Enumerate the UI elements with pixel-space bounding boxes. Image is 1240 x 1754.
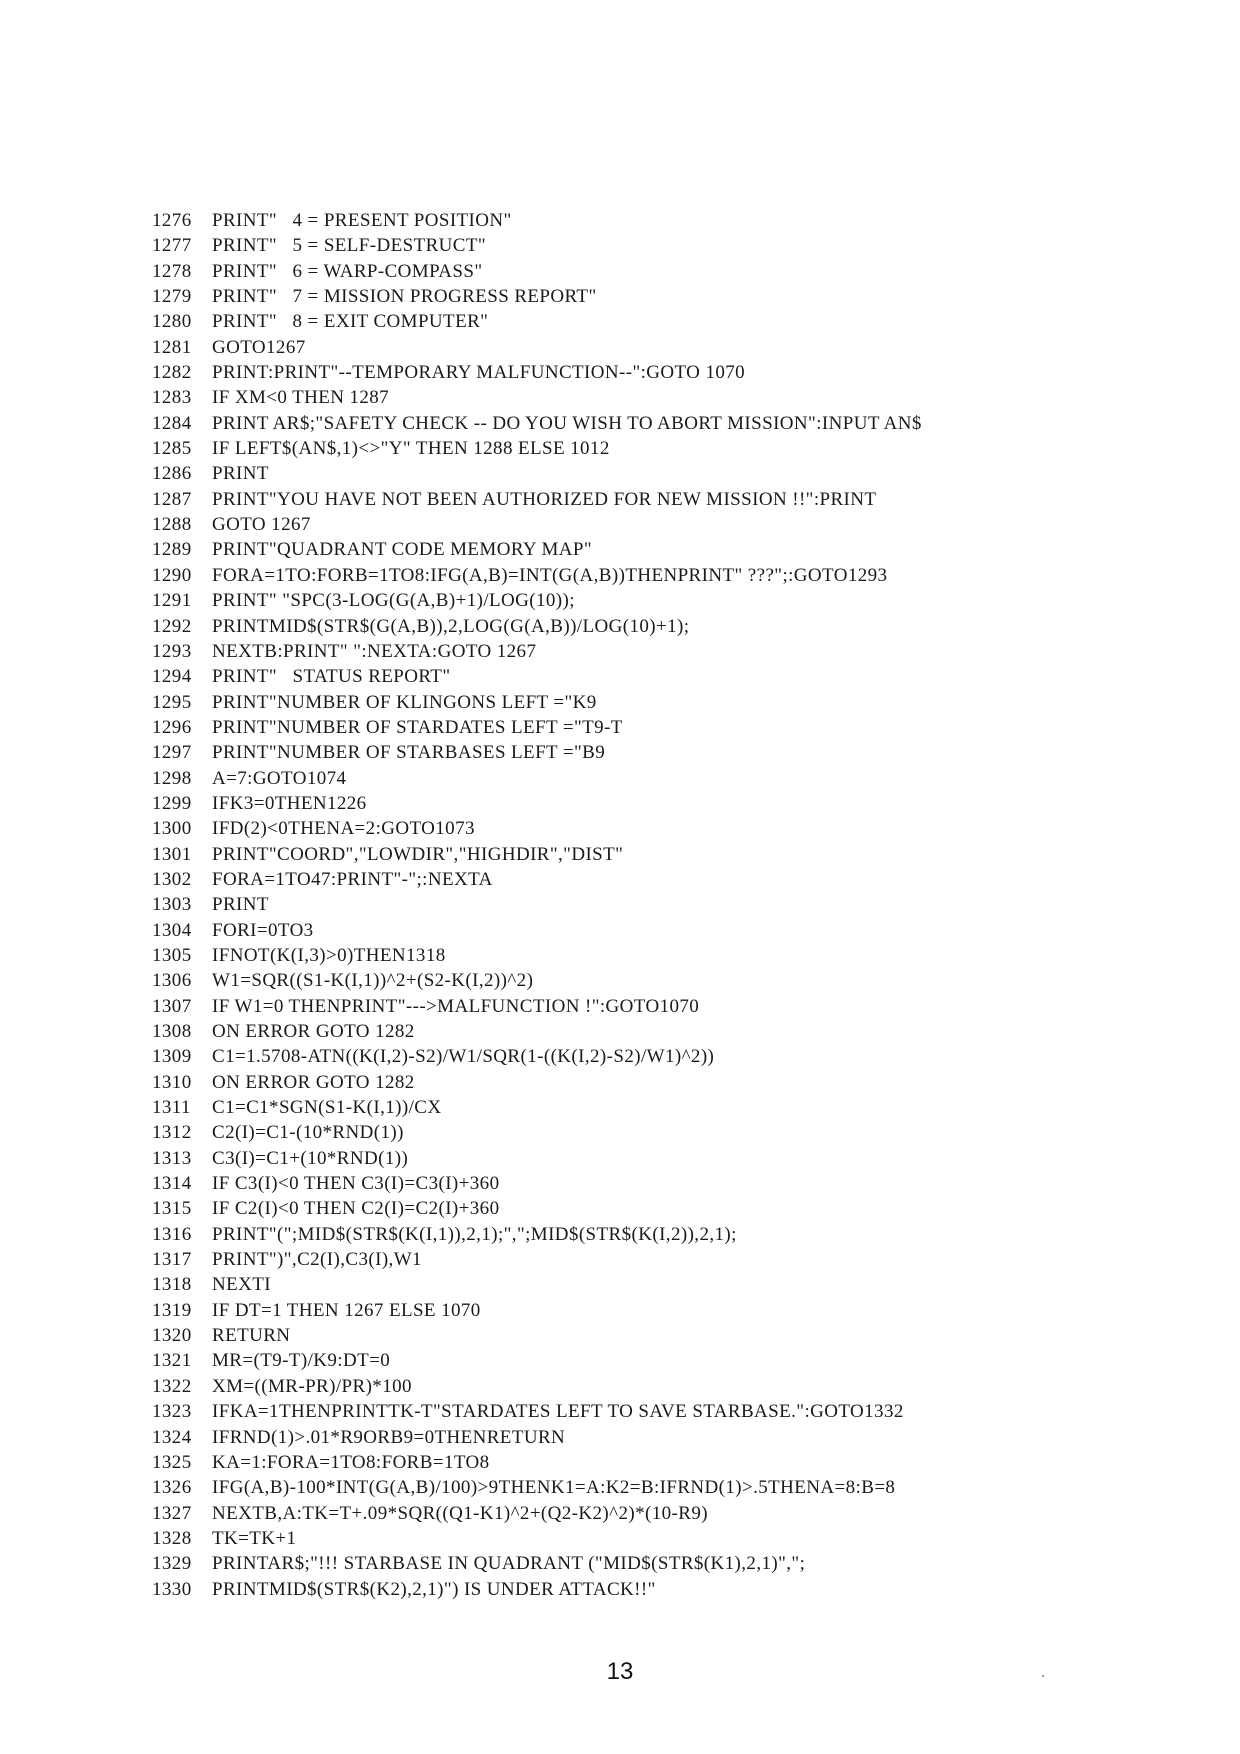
line-code: TK=TK+1: [212, 1527, 297, 1549]
code-line: [152, 1171, 1212, 1196]
code-line: [152, 943, 1212, 968]
line-number: 1311: [152, 1097, 191, 1119]
line-number: 1308: [152, 1021, 192, 1042]
line-number: 1280: [152, 311, 192, 333]
code-line: [152, 1577, 1212, 1602]
line-number: 1307: [152, 995, 192, 1017]
code-line: [152, 487, 1212, 512]
line-number: 1303: [152, 894, 192, 916]
code-line: [152, 639, 1212, 664]
code-line: [152, 1551, 1212, 1576]
line-code: NEXTB,A:TK=T+.09*SQR((Q1-K1)^2+(Q2-K2)^2)*(10-R9): [212, 1502, 708, 1524]
line-code: IFG(A,B)-100*INT(G(A,B)/100)>9THENK1=A:K2=B:IFRND(1)>.5THENA=8:B=8: [212, 1477, 896, 1499]
code-line: [152, 1501, 1212, 1526]
line-code: ON ERROR GOTO 1282: [212, 1071, 415, 1093]
line-code: FORI=0TO3: [212, 919, 314, 941]
line-number: 1285: [152, 438, 192, 460]
code-line: [152, 1146, 1212, 1171]
line-code: PRINT"(";MID$(STR$(K(I,1)),2,1);",";MID$(STR$(K(I,2)),2,1);: [212, 1223, 737, 1245]
line-number: 1277: [152, 235, 192, 257]
line-number: 1325: [152, 1451, 192, 1473]
code-line: [152, 1475, 1212, 1500]
line-number: 1328: [152, 1527, 192, 1549]
code-line: [152, 968, 1212, 993]
scan-speck: [1042, 1675, 1044, 1677]
line-number: 1298: [152, 767, 192, 789]
line-code: IF DT=1 THEN 1267 ELSE 1070: [212, 1299, 481, 1321]
line-number: 1314: [152, 1173, 192, 1195]
line-number: 1316: [152, 1223, 192, 1245]
line-code: GOTO 1267: [212, 514, 311, 536]
code-line: [152, 766, 1212, 791]
code-line: [152, 309, 1212, 334]
line-number: 1287: [152, 488, 192, 510]
code-line: [152, 335, 1212, 360]
line-number: 1329: [152, 1553, 192, 1575]
line-number: 1310: [152, 1071, 192, 1093]
line-number: 1312: [152, 1122, 192, 1144]
line-number: 1294: [152, 666, 192, 688]
line-code: ON ERROR GOTO 1282: [212, 1021, 415, 1042]
line-code: IFKA=1THENPRINTTK-T"STARDATES LEFT TO SAVE STARBASE.":GOTO1332: [212, 1401, 904, 1423]
line-code: PRINT"QUADRANT CODE MEMORY MAP": [212, 539, 592, 561]
line-number: 1295: [152, 691, 192, 713]
code-line: [152, 1120, 1212, 1145]
line-code: PRINT" STATUS REPORT": [212, 666, 451, 688]
line-number: 1300: [152, 818, 192, 840]
code-line: [152, 791, 1212, 816]
line-number: 1290: [152, 564, 192, 586]
line-number: 1320: [152, 1325, 192, 1347]
line-code: PRINT")",C2(I),C3(I),W1: [212, 1249, 422, 1271]
code-line: [152, 1323, 1212, 1348]
line-code: IF C3(I)<0 THEN C3(I)=C3(I)+360: [212, 1173, 500, 1195]
line-number: 1321: [152, 1350, 192, 1372]
line-number: 1326: [152, 1477, 192, 1499]
line-code: PRINT"NUMBER OF STARBASES LEFT ="B9: [212, 742, 606, 764]
line-code: KA=1:FORA=1TO8:FORB=1TO8: [212, 1451, 490, 1473]
line-code: XM=((MR-PR)/PR)*100: [212, 1375, 412, 1397]
code-line: [152, 614, 1212, 639]
line-number: 1306: [152, 970, 192, 992]
code-line: [152, 892, 1212, 917]
line-number: 1286: [152, 463, 192, 485]
code-line: [152, 411, 1212, 436]
line-code: C1=1.5708-ATN((K(I,2)-S2)/W1/SQR(1-((K(I,2)-S2)/W1)^2)): [212, 1046, 715, 1068]
line-number: 1297: [152, 742, 192, 764]
code-line: [152, 664, 1212, 689]
line-number: 1322: [152, 1375, 192, 1397]
code-line: [152, 1196, 1212, 1221]
line-code: PRINT"NUMBER OF STARDATES LEFT ="T9-T: [212, 716, 623, 738]
line-number: 1301: [152, 843, 192, 865]
line-code: MR=(T9-T)/K9:DT=0: [212, 1350, 391, 1372]
line-code: PRINT" 8 = EXIT COMPUTER": [212, 311, 489, 333]
code-line: [152, 461, 1212, 486]
line-number: 1299: [152, 792, 192, 814]
code-line: [152, 1222, 1212, 1247]
code-line: [152, 233, 1212, 258]
line-code: PRINT"COORD","LOWDIR","HIGHDIR","DIST": [212, 843, 624, 865]
page-number: 13: [606, 1658, 634, 1685]
line-code: PRINT"NUMBER OF KLINGONS LEFT ="K9: [212, 691, 597, 713]
code-line: [152, 259, 1212, 284]
code-line: [152, 512, 1212, 537]
line-code: IF W1=0 THENPRINT"--->MALFUNCTION !":GOTO1070: [212, 995, 700, 1017]
line-number: 1293: [152, 640, 192, 662]
code-line: [152, 360, 1212, 385]
line-code: PRINT: [212, 463, 269, 485]
line-code: PRINT"YOU HAVE NOT BEEN AUTHORIZED FOR NEW MISSION !!":PRINT: [212, 488, 877, 510]
line-code: IF LEFT$(AN$,1)<>"Y" THEN 1288 ELSE 1012: [212, 438, 610, 460]
code-line: [152, 1348, 1212, 1373]
code-line: [152, 715, 1212, 740]
line-number: 1324: [152, 1426, 192, 1448]
code-line: [152, 1044, 1212, 1069]
line-code: NEXTB:PRINT" ":NEXTA:GOTO 1267: [212, 640, 537, 662]
line-code: PRINT AR$;"SAFETY CHECK -- DO YOU WISH TO ABORT MISSION":INPUT AN$: [212, 412, 922, 434]
line-code: PRINT" 7 = MISSION PROGRESS REPORT": [212, 286, 597, 308]
line-number: 1279: [152, 286, 192, 308]
line-code: FORA=1TO:FORB=1TO8:IFG(A,B)=INT(G(A,B))THENPRINT" ???";:GOTO1293: [212, 564, 888, 586]
code-line: [152, 740, 1212, 765]
line-number: 1304: [152, 919, 192, 941]
line-number: 1283: [152, 387, 192, 409]
line-code: C2(I)=C1-(10*RND(1)): [212, 1122, 404, 1144]
line-number: 1309: [152, 1046, 192, 1068]
line-code: C1=C1*SGN(S1-K(I,1))/CX: [212, 1097, 442, 1119]
line-code: NEXTI: [212, 1274, 271, 1296]
line-number: 1327: [152, 1502, 192, 1524]
code-line: [152, 1298, 1212, 1323]
line-number: 1313: [152, 1147, 192, 1169]
line-code: IFNOT(K(I,3)>0)THEN1318: [212, 944, 446, 966]
line-code: PRINT:PRINT"--TEMPORARY MALFUNCTION--":GOTO 1070: [212, 362, 746, 384]
code-line: [152, 1526, 1212, 1551]
line-number: 1276: [152, 210, 192, 231]
line-code: W1=SQR((S1-K(I,1))^2+(S2-K(I,2))^2): [212, 970, 534, 992]
line-code: IF XM<0 THEN 1287: [212, 387, 390, 409]
code-line: [152, 1272, 1212, 1297]
code-line: [152, 1450, 1212, 1475]
line-number: 1317: [152, 1249, 192, 1271]
code-line: [152, 436, 1212, 461]
line-number: 1318: [152, 1274, 192, 1296]
code-line: [152, 1019, 1212, 1044]
line-number: 1302: [152, 868, 192, 890]
line-number: 1281: [152, 336, 192, 358]
code-line: [152, 1425, 1212, 1450]
line-code: RETURN: [212, 1325, 291, 1347]
line-number: 1291: [152, 590, 192, 612]
line-code: PRINTMID$(STR$(K2),2,1)") IS UNDER ATTACK!!": [212, 1578, 656, 1600]
code-line: [152, 1070, 1212, 1095]
code-line: [152, 537, 1212, 562]
code-line: [152, 1374, 1212, 1399]
basic-code-listing: [152, 208, 1212, 1602]
line-code: FORA=1TO47:PRINT"-";:NEXTA: [212, 868, 493, 890]
line-code: IFRND(1)>.01*R9ORB9=0THENRETURN: [212, 1426, 566, 1448]
line-number: 1305: [152, 944, 192, 966]
line-code: PRINTAR$;"!!! STARBASE IN QUADRANT ("MID$(STR$(K1),2,1)",";: [212, 1553, 806, 1575]
line-number: 1315: [152, 1198, 192, 1220]
code-line: [152, 588, 1212, 613]
line-number: 1296: [152, 716, 192, 738]
code-line: [152, 1247, 1212, 1272]
line-number: 1282: [152, 362, 192, 384]
line-number: 1288: [152, 514, 192, 536]
line-number: 1284: [152, 412, 192, 434]
code-line: [152, 1399, 1212, 1424]
line-number: 1289: [152, 539, 192, 561]
line-code: C3(I)=C1+(10*RND(1)): [212, 1147, 409, 1169]
code-line: [152, 208, 1212, 233]
line-code: GOTO1267: [212, 336, 306, 358]
code-line: [152, 994, 1212, 1019]
line-code: A=7:GOTO1074: [212, 767, 347, 789]
line-code: PRINT" 6 = WARP-COMPASS": [212, 260, 483, 282]
line-number: 1292: [152, 615, 192, 637]
line-number: 1278: [152, 260, 192, 282]
line-code: PRINT" 5 = SELF-DESTRUCT": [212, 235, 487, 257]
code-line: [152, 816, 1212, 841]
line-code: PRINT" 4 = PRESENT POSITION": [212, 210, 512, 231]
line-code: PRINT: [212, 894, 269, 916]
line-code: PRINT" "SPC(3-LOG(G(A,B)+1)/LOG(10));: [212, 590, 575, 612]
line-number: 1323: [152, 1401, 192, 1423]
code-line: [152, 918, 1212, 943]
code-line: [152, 284, 1212, 309]
line-code: IFK3=0THEN1226: [212, 792, 367, 814]
code-line: [152, 867, 1212, 892]
line-number: 1319: [152, 1299, 192, 1321]
code-line: [152, 1095, 1212, 1120]
code-line: [152, 690, 1212, 715]
line-code: IF C2(I)<0 THEN C2(I)=C2(I)+360: [212, 1198, 500, 1220]
code-line: [152, 842, 1212, 867]
line-code: IFD(2)<0THENA=2:GOTO1073: [212, 818, 475, 840]
line-code: PRINTMID$(STR$(G(A,B)),2,LOG(G(A,B))/LOG(10)+1);: [212, 615, 690, 637]
line-number: 1330: [152, 1578, 192, 1600]
code-line: [152, 563, 1212, 588]
code-line: [152, 385, 1212, 410]
